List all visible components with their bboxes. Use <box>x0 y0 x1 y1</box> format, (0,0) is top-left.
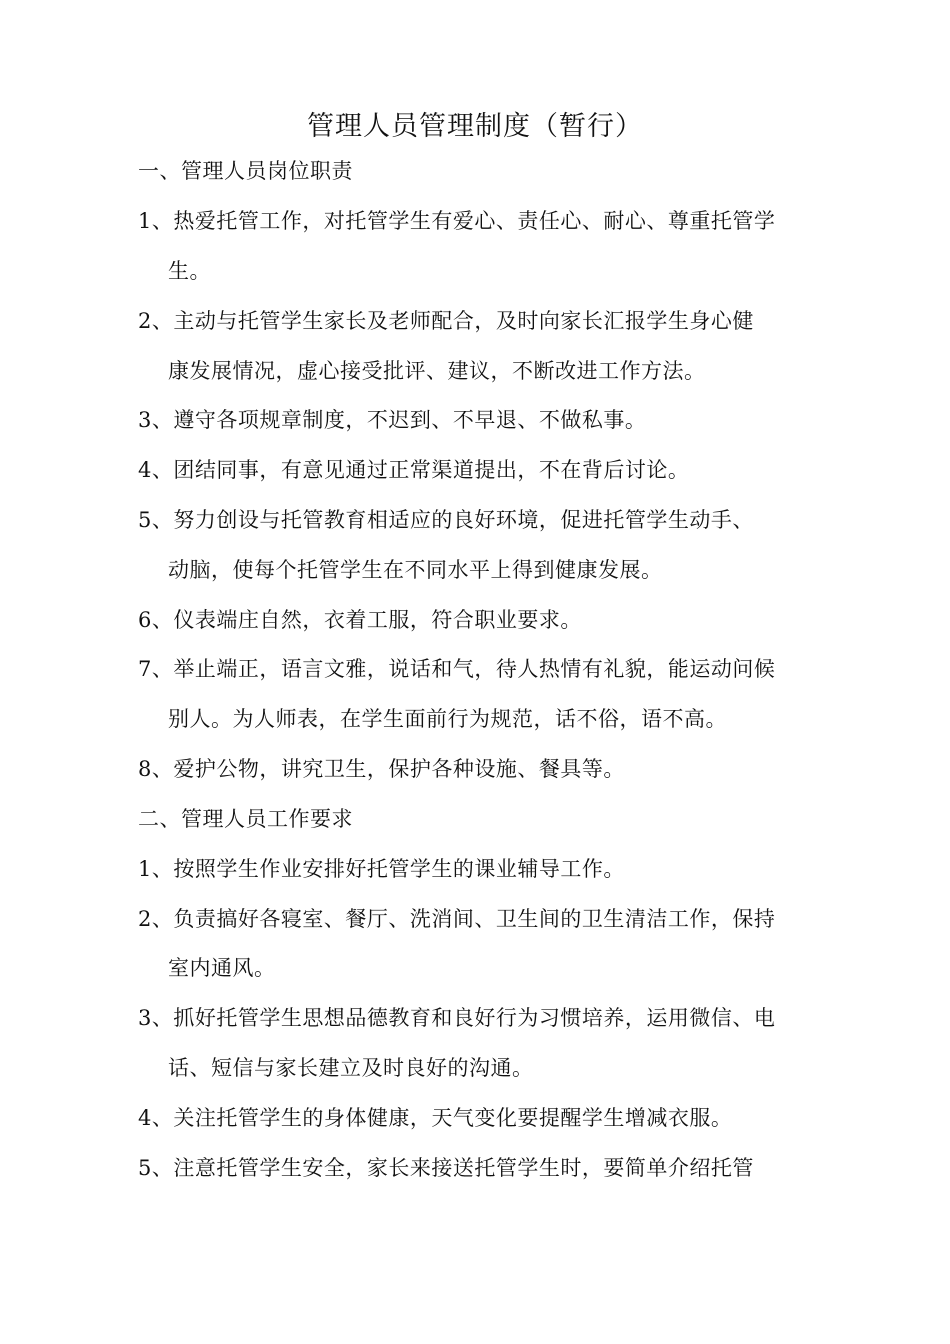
list-item: 8、爱护公物，讲究卫生，保护各种设施、餐具等。 <box>138 757 625 781</box>
list-item: 2、主动与托管学生家长及老师配合，及时向家长汇报学生身心健 <box>138 309 754 333</box>
list-item: 3、遵守各项规章制度，不迟到、不早退、不做私事。 <box>138 408 647 432</box>
document-title: 管理人员管理制度（暂行） <box>307 111 643 142</box>
list-item-continuation: 康发展情况，虚心接受批评、建议，不断改进工作方法。 <box>168 359 706 383</box>
list-item-continuation: 动脑，使每个托管学生在不同水平上得到健康发展。 <box>168 558 663 582</box>
list-item: 7、举止端正，语言文雅，说话和气，待人热情有礼貌，能运动问候 <box>138 657 776 681</box>
section-heading: 一、管理人员岗位职责 <box>138 159 353 183</box>
list-item-continuation: 生。 <box>168 259 211 283</box>
list-item-continuation: 别人。为人师表，在学生面前行为规范，话不俗，语不高。 <box>168 707 727 731</box>
list-item: 1、热爱托管工作，对托管学生有爱心、责任心、耐心、尊重托管学 <box>138 209 776 233</box>
list-item-continuation: 室内通风。 <box>168 956 276 980</box>
list-item: 4、团结同事，有意见通过正常渠道提出，不在背后讨论。 <box>138 458 690 482</box>
list-item-continuation: 话、短信与家长建立及时良好的沟通。 <box>168 1056 534 1080</box>
list-item: 2、负责搞好各寝室、餐厅、洗消间、卫生间的卫生清洁工作，保持 <box>138 907 776 931</box>
list-item: 5、努力创设与托管教育相适应的良好环境，促进托管学生动手、 <box>138 508 754 532</box>
list-item: 1、按照学生作业安排好托管学生的课业辅导工作。 <box>138 857 625 881</box>
list-item: 4、关注托管学生的身体健康，天气变化要提醒学生增减衣服。 <box>138 1106 733 1130</box>
list-item: 3、抓好托管学生思想品德教育和良好行为习惯培养，运用微信、电 <box>138 1006 776 1030</box>
list-item: 6、仪表端庄自然，衣着工服，符合职业要求。 <box>138 608 582 632</box>
section-heading: 二、管理人员工作要求 <box>138 807 353 831</box>
list-item: 5、注意托管学生安全，家长来接送托管学生时，要简单介绍托管 <box>138 1156 754 1180</box>
